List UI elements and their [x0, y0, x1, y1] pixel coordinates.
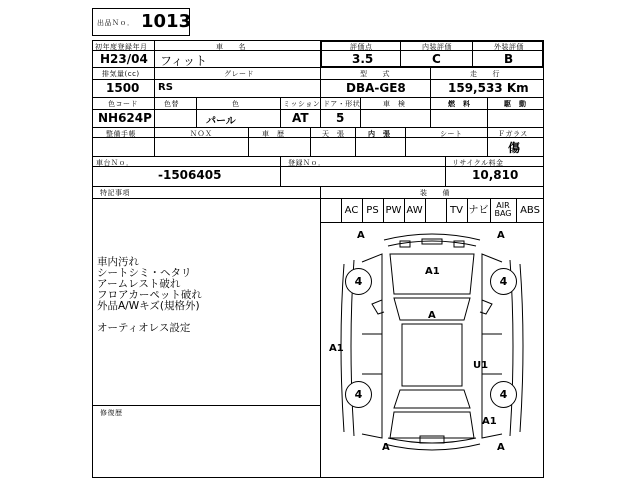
doors-value: 5	[336, 111, 345, 125]
chassis-value: -1506405	[158, 168, 222, 182]
score-label: 評価点	[350, 43, 373, 51]
nox-label: ＮＯＸ	[190, 130, 213, 138]
history-label: 車 歴	[262, 130, 285, 138]
note-line: 外品A/Wキズ(規格外)	[97, 300, 200, 312]
lot-number-box	[92, 8, 190, 36]
equip-blank	[425, 203, 446, 221]
fuel-label: 燃 料	[448, 100, 471, 108]
note-line: アームレスト破れ	[97, 278, 181, 290]
note-line: 車内汚れ	[97, 256, 139, 268]
recycle-label: リサイクル料金	[452, 159, 504, 167]
color-code-value: NH624P	[98, 111, 152, 125]
inspection-label: 車 検	[383, 100, 406, 108]
equipment-label: 装 備	[420, 189, 450, 197]
car-diagram	[322, 224, 542, 476]
note-line: シートシミ・ヘタリ	[97, 267, 192, 279]
interior-grade-label: 内装評価	[422, 43, 452, 51]
car-name-value: フィット	[160, 54, 208, 68]
interior-trim-label: 内 張	[368, 130, 391, 138]
drive-label: 駆 動	[504, 100, 527, 108]
grade-value: RS	[158, 82, 173, 93]
note-line: オーティオレス設定	[97, 322, 191, 334]
grade-label: グレード	[224, 70, 254, 78]
lot-number: 1013	[141, 11, 192, 32]
chassis-label: 車台Ｎｏ．	[96, 159, 134, 167]
lot-label: 出品Ｎｏ．	[97, 19, 135, 27]
damage-mark: U1	[473, 360, 489, 371]
damage-mark: A	[382, 442, 390, 453]
damage-mark: A1	[425, 266, 440, 277]
equip-navi: ナビ	[468, 205, 489, 216]
tire-tread-rear-right: 4	[490, 381, 517, 408]
color-code-label: 色コード	[108, 100, 138, 108]
ceiling-label: 天 張	[322, 130, 345, 138]
fglass-label: Ｆガラス	[498, 130, 528, 138]
mileage-label: 走 行	[470, 70, 500, 78]
exterior-grade-label: 外装評価	[494, 43, 524, 51]
equip-abs: ABS	[520, 205, 540, 216]
equip-airbag: AIR BAG	[494, 201, 512, 218]
year-label: 初年度登録年月	[95, 43, 148, 51]
transmission-label: ミッション	[283, 100, 321, 108]
equip-tv: TV	[450, 205, 463, 216]
seat-label: シート	[440, 130, 463, 138]
tire-tread-rear-left: 4	[345, 381, 372, 408]
equip-aw: AW	[406, 205, 423, 216]
color-value: パール	[206, 116, 236, 127]
remarks-label: 特記事項	[100, 189, 130, 197]
damage-mark: A	[428, 310, 436, 321]
damage-mark: A	[357, 230, 365, 241]
mileage-value: 159,533 Km	[448, 81, 529, 95]
score-value: 3.5	[352, 52, 374, 66]
car-name-label: 車 名	[216, 43, 246, 51]
manual-label: 整備手帳	[106, 130, 136, 138]
color-label: 色	[232, 100, 240, 108]
reg-label: 登録Ｎｏ．	[288, 159, 326, 167]
tire-tread-front-right: 4	[490, 268, 517, 295]
repair-history-label: 修復歴	[100, 409, 123, 417]
note-line: フロアカーペット破れ	[97, 289, 202, 301]
doors-label: ドア・形状	[323, 100, 361, 108]
tire-tread-front-left: 4	[345, 268, 372, 295]
model-value: DBA-GE8	[346, 81, 406, 95]
remarks-notes	[97, 257, 202, 334]
damage-mark: A	[497, 230, 505, 241]
model-label: 型 式	[360, 70, 390, 78]
recycle-value: 10,810	[472, 168, 519, 182]
equip-ps: PS	[366, 205, 379, 216]
equip-ac: AC	[344, 205, 359, 216]
damage-mark: A	[497, 442, 505, 453]
interior-grade-value: C	[432, 52, 441, 66]
year-value: H23/04	[100, 52, 148, 66]
transmission-value: AT	[292, 111, 309, 125]
equip-pw: PW	[385, 205, 402, 216]
fglass-value: 傷	[508, 141, 521, 155]
damage-mark: A1	[329, 343, 344, 354]
exterior-grade-value: B	[504, 52, 514, 66]
displacement-label: 排気量(cc)	[102, 70, 140, 78]
color-swap-label: 色替	[164, 100, 179, 108]
displacement-value: 1500	[106, 81, 140, 95]
damage-mark: A1	[482, 416, 497, 427]
